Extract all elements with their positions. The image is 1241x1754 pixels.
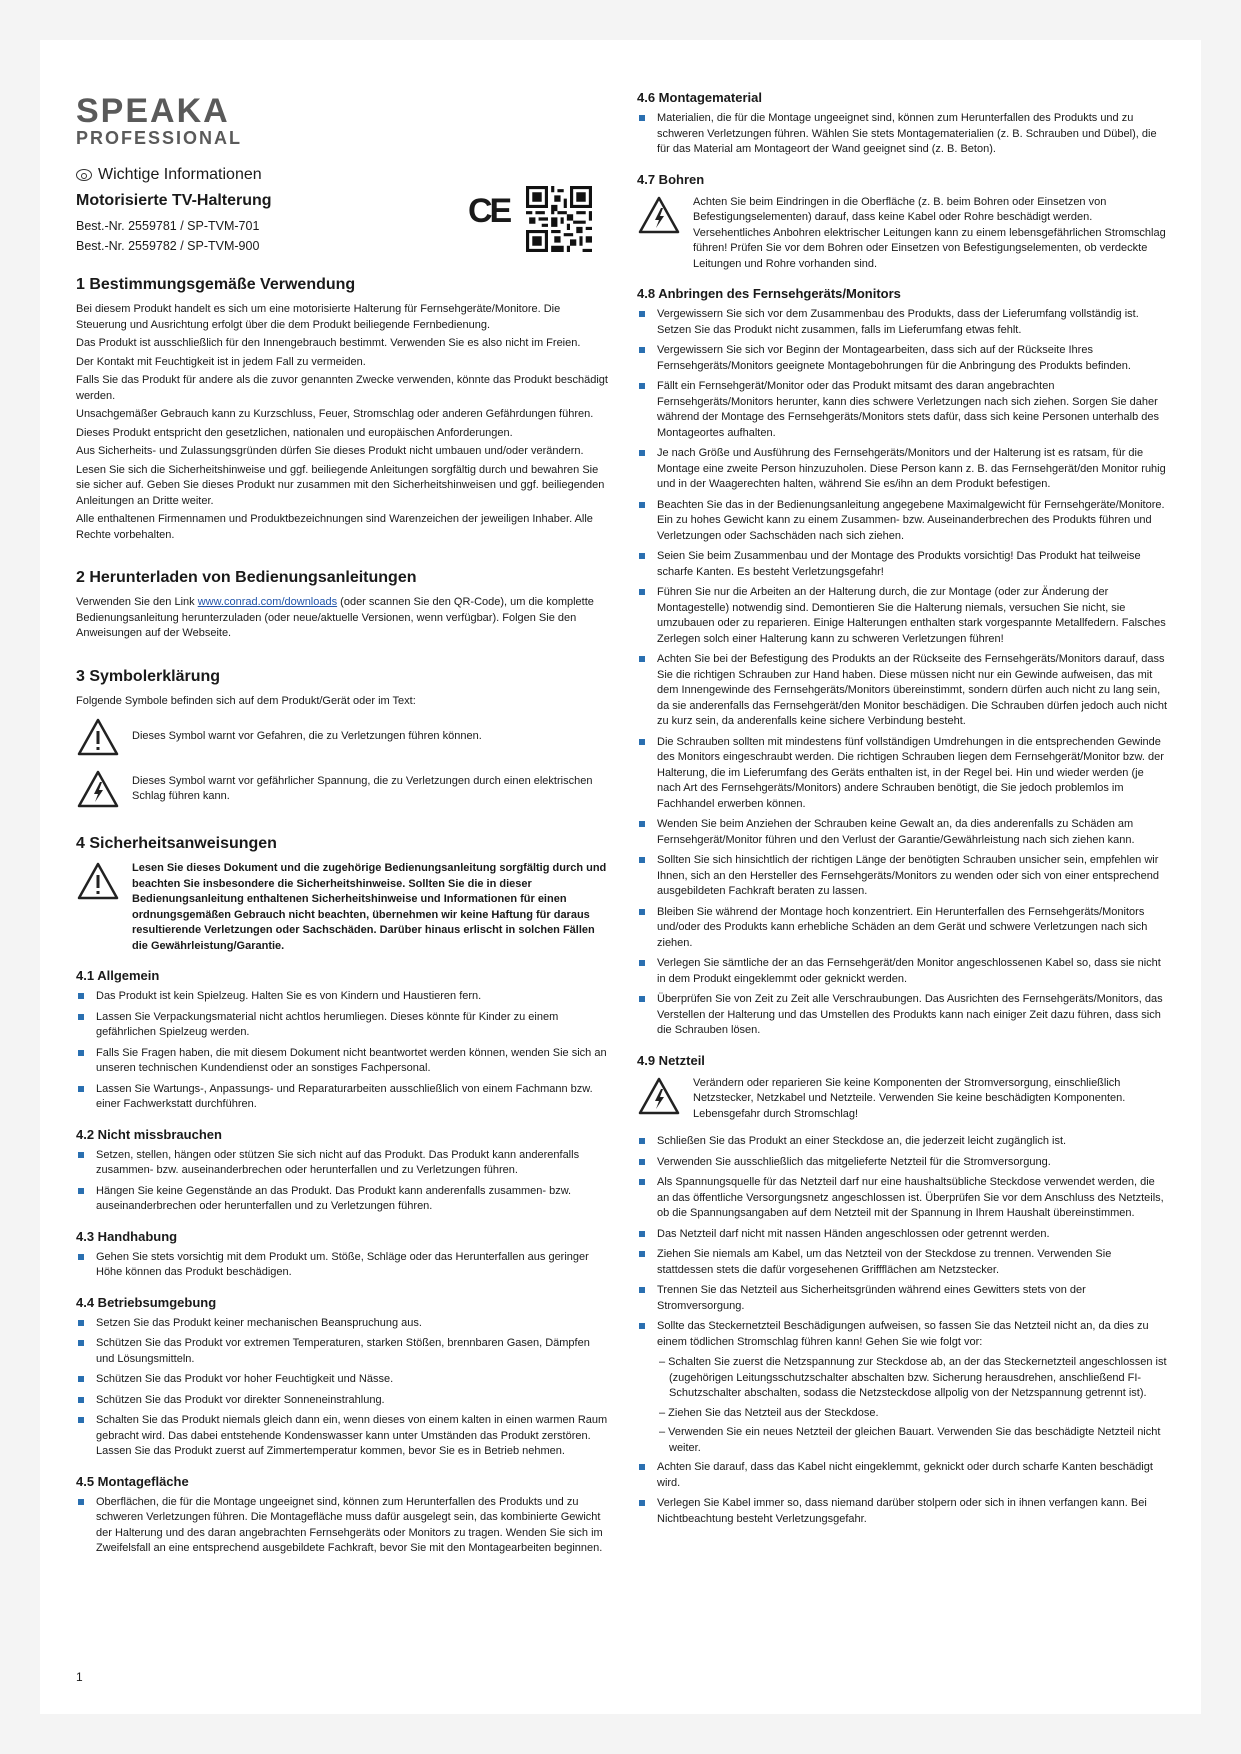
brand-logo — [76, 92, 611, 152]
s44-list — [76, 1316, 611, 1460]
s42-list — [76, 1148, 611, 1215]
brand-logo-bottom: PROFESSIONAL — [76, 128, 243, 148]
s49-subitems — [637, 1355, 1167, 1456]
list-item: Vergewissern Sie sich vor dem Zusammenbau des Produkts, dass der Lieferumfang vollständig ist. Setzen Sie das Produkt nicht zusammen, falls im Lieferumfang etwas fehlt. — [637, 307, 1167, 338]
section-4-title: 4 Sicherheitsanweisungen — [76, 835, 277, 852]
symbol-danger-row — [76, 717, 611, 757]
product-title: Motorisierte TV-Halterung — [76, 192, 272, 209]
list-item: Hängen Sie keine Gegenstände an das Produkt. Das Produkt kann anderenfalls zusammen- bzw. auseinanderbrechen oder herunterfallen und zu Verletzungen führen. — [76, 1184, 611, 1215]
list-item: Achten Sie darauf, dass das Kabel nicht eingeklemmt, geknickt oder durch scharfe Kanten beschädigt wird. — [637, 1460, 1167, 1491]
document-header — [76, 92, 611, 256]
list-item: Das Netzteil darf nicht mit nassen Händen angeschlossen oder getrennt werden. — [637, 1227, 1167, 1243]
section-4-6-title: 4.6 Montagematerial — [637, 90, 762, 105]
list-item: Verwenden Sie ausschließlich das mitgelieferte Netzteil für die Stromversorgung. — [637, 1155, 1167, 1171]
section-4-9-title: 4.9 Netzteil — [637, 1052, 705, 1068]
list-item: Ziehen Sie niemals am Kabel, um das Netzteil von der Steckdose zu trennen. Verwenden Sie stattdessen stets die dafür vorgesehenen Griffflächen am Netzstecker. — [637, 1247, 1167, 1278]
warning-triangle-icon — [76, 861, 120, 901]
section-1-title: 1 Bestimmungsgemäße Verwendung — [76, 276, 356, 293]
s1-para-7: Aus Sicherheits- und Zulassungsgründen dürfen Sie dieses Produkt nicht umbauen und/oder verändern. — [76, 445, 584, 457]
safety-warning-text: Lesen Sie dieses Dokument und die zugehörige Bedienungsanleitung sorgfältig durch und beachten Sie insbesondere die Sicherheitshinweise. Sollten Sie die in dieser Bedienungsanleitung enthaltenen Sicherheitshinweise und Informationen für einen ordnungsgemäßen Gebrauch nicht beachten, übernehmen wir keine Haftung für daraus resultierende Verletzungen oder Sachschäden. Darüber hinaus erlischt in solchen Fällen die Gewährleistung/Garantie. — [132, 862, 607, 952]
s1-para-1: Bei diesem Produkt handelt es sich um eine motorisierte Halterung für Fernsehgeräte/Monitore. Die Steuerung und Ausrichtung erfolgt über die dem Produkt beiliegende Fernbedienung. — [76, 303, 561, 331]
section-4-3-title: 4.3 Handhabung — [76, 1228, 178, 1244]
list-item: Beachten Sie das in der Bedienungsanleitung angegebene Maximalgewicht für Fernsehgeräte/Monitore. Ein zu hohes Gewicht kann zu einem Zusammen- bzw. Auseinanderbrechen des Produkts führen und Verletzungen oder Sachschäden nach sich ziehen. — [637, 498, 1167, 545]
list-item: Trennen Sie das Netzteil aus Sicherheitsgründen während eines Gewitters stets von der Stromversorgung. — [637, 1283, 1167, 1314]
list-item: Je nach Größe und Ausführung des Fernsehgeräts/Monitors und der Halterung ist es ratsam, für die Montage eine zweite Person hinzuzuholen. Diese Person kann z. B. das Fernsehgerät/den Monitor ruhig und in der Waagerechten halten, während Sie es/ihn an dem Produkt befestigen. — [637, 446, 1167, 493]
list-item: Schließen Sie das Produkt an einer Steckdose an, die jederzeit leicht zugänglich ist. — [637, 1134, 1167, 1150]
section-4-7-title: 4.7 Bohren — [637, 171, 705, 187]
section-2-title: 2 Herunterladen von Bedienungsanleitungen — [76, 569, 417, 586]
qr-code[interactable] — [526, 186, 592, 252]
list-item: Gehen Sie stets vorsichtig mit dem Produkt um. Stöße, Schläge oder das Herunterfallen aus geringer Höhe können das Produkt beschädigen. — [76, 1250, 611, 1281]
list-item: Seien Sie beim Zusammenbau und der Montage des Produkts vorsichtig! Das Produkt hat teilweise scharfe Kanten. Es besteht Verletzungsgefahr! — [637, 549, 1167, 580]
s45-list — [76, 1495, 611, 1557]
section-3-title: 3 Symbolerklärung — [76, 667, 221, 685]
s3-intro: Folgende Symbole befinden sich auf dem Produkt/Gerät oder im Text: — [76, 694, 416, 707]
brand-logo-top: SPEAKA — [76, 92, 230, 130]
right-column — [637, 90, 1167, 1532]
left-column — [76, 40, 611, 1562]
high-voltage-triangle-icon — [637, 195, 681, 235]
symbol-danger-text: Dieses Symbol warnt vor Gefahren, die zu Verletzungen führen können. — [132, 730, 482, 743]
document-page — [40, 40, 1201, 1714]
s1-para-5: Unsachgemäßer Gebrauch kann zu Kurzschluss, Feuer, Stromschlag oder anderen Gefährdungen führen. — [76, 408, 594, 420]
s1-para-4: Falls Sie das Produkt für andere als die zuvor genannten Zwecke verwenden, könnte das Produkt beschädigt werden. — [76, 374, 608, 402]
ce-mark: CE — [468, 192, 510, 230]
section-4-4-title: 4.4 Betriebsumgebung — [76, 1294, 217, 1310]
s1-para-9: Alle enthaltenen Firmennamen und Produktbezeichnungen sind Warenzeichen der jeweiligen Inhaber. Alle Rechte vorbehalten. — [76, 513, 593, 541]
list-item: Als Spannungsquelle für das Netzteil darf nur eine haushaltsübliche Steckdose verwendet werden, die an das öffentliche Versorgungsnetz angeschlossen ist. Überprüfen Sie vor dem Anschluss des Netzteils, ob die Spannungsangaben auf dem Netzteil mit der Spannung in Ihrem Haushalt übereinstimmen. — [637, 1175, 1167, 1222]
list-item: Verlegen Sie Kabel immer so, dass niemand darüber stolpern oder sich in ihnen verfangen kann. Bei Nichtbeachtung besteht Verletzungsgefahr. — [637, 1496, 1167, 1527]
list-item: Vergewissern Sie sich vor Beginn der Montagearbeiten, dass sich auf der Rückseite Ihres Fernsehgeräts/Monitors geeignete Montagebohrungen für die Anbringung des Produkts befinden. — [637, 343, 1167, 374]
section-4-1-title: 4.1 Allgemein — [76, 968, 160, 983]
list-item: Falls Sie Fragen haben, die mit diesem Dokument nicht beantwortet werden können, wenden Sie sich an unseren technischen Kundendienst oder an sonstiges Fachpersonal. — [76, 1046, 611, 1077]
list-item: Setzen, stellen, hängen oder stützen Sie sich nicht auf das Produkt. Das Produkt kann anderenfalls zusammen- bzw. auseinanderbrechen oder herunterfallen und zu Verletzungen führen. — [76, 1148, 611, 1179]
high-voltage-triangle-icon — [76, 769, 120, 809]
info-heading-text: Wichtige Informationen — [98, 166, 262, 183]
list-item: Schalten Sie das Produkt niemals gleich dann ein, wenn dieses von einem kalten in einen warmen Raum gebracht wird. Das dabei entstehende Kondenswasser kann unter Umständen das Produkt zerstören. Lassen Sie das Produkt zuerst auf Zimmertemperatur kommen, bevor Sie es in Betrieb nehmen. — [76, 1413, 611, 1460]
section-4-2-title: 4.2 Nicht missbrauchen — [76, 1126, 222, 1142]
warning-triangle-icon — [76, 717, 120, 757]
list-item: Führen Sie nur die Arbeiten an der Halterung durch, die zur Montage (oder zur Änderung der Montagestelle) notwendig sind. Demontieren Sie die Halterung niemals, versuchen Sie nicht, sie umzubauen oder zu reparieren. Einige Halterungen enthalten stark vorgespannte Metallfedern. Falsches Zerlegen solch einer Halterung kann zu schweren Verletzungen führen! — [637, 585, 1167, 647]
page-number: 1 — [76, 1670, 83, 1684]
s43-list — [76, 1250, 611, 1281]
list-item: Schützen Sie das Produkt vor direkter Sonneneinstrahlung. — [76, 1393, 611, 1409]
sub-item: – Ziehen Sie das Netzteil aus der Steckdose. — [659, 1406, 879, 1419]
list-item: Sollte das Steckernetzteil Beschädigungen aufweisen, so fassen Sie das Netzteil nicht an, da dies zu einem tödlichen Stromschlag führen kann! Gehen Sie wie folgt vor: — [637, 1319, 1167, 1350]
drilling-warning-row — [637, 195, 1167, 273]
s41-list — [76, 989, 611, 1113]
symbol-voltage-text: Dieses Symbol warnt vor gefährlicher Spannung, die zu Verletzungen durch einen elektrischen Schlag führen kann. — [132, 774, 593, 802]
list-item: Wenden Sie beim Anziehen der Schrauben keine Gewalt an, da dies anderenfalls zu Schäden am Fernsehgerät/Monitor führen und den Verlust der Garantie/Gewährleistung nach sich ziehen kann. — [637, 817, 1167, 848]
s2-text-pre: Verwenden Sie den Link — [76, 596, 198, 608]
list-item: Setzen Sie das Produkt keiner mechanischen Beanspruchung aus. — [76, 1316, 611, 1332]
list-item: Materialien, die für die Montage ungeeignet sind, können zum Herunterfallen des Produkts und zu schweren Verletzungen führen. Wählen Sie stets Montagematerialien (z. B. Schrauben und Dübel), die für das Material am Montageort der Wand geeignet sind (z. B. Beton). — [637, 111, 1167, 158]
s1-para-3: Der Kontakt mit Feuchtigkeit ist in jedem Fall zu vermeiden. — [76, 355, 366, 368]
list-item: Schützen Sie das Produkt vor extremen Temperaturen, starken Stößen, brennbaren Gasen, Dämpfen und Lösungsmitteln. — [76, 1336, 611, 1367]
s1-para-2: Das Produkt ist ausschließlich für den Innengebrauch bestimmt. Verwenden Sie es also nicht im Freien. — [76, 337, 581, 349]
list-item: Bleiben Sie während der Montage hoch konzentriert. Ein Herunterfallen des Fernsehgeräts/Monitors und/oder des Produkts kann erhebliche Schäden an dem Gerät und schwere Verletzungen nach sich ziehen. — [637, 905, 1167, 952]
list-item: Die Schrauben sollten mit mindestens fünf vollständigen Umdrehungen in die entsprechenden Gewinde des Monitors eingeschraubt werden. Die richtigen Schrauben liegen dem Fernsehgerät/Monitor bzw. der Halterung, die im Lieferumfang des Geräts enthalten ist, in der Regel bei. Hin und wieder werden (je nach Art des Fernsehgeräts/Monitors) andere Schrauben benötigt, die Sie jedoch problemlos im Fachhandel erwerben können. — [637, 735, 1167, 813]
s2-text-post: (oder scannen Sie den QR-Code), um die komplette Bedienungsanleitung herunterzuladen (oder neue/aktuelle Versionen, wenn verfügbar). Folgen Sie den Anweisungen auf der Webseite. — [76, 596, 594, 639]
list-item: Überprüfen Sie von Zeit zu Zeit alle Verschraubungen. Das Ausrichten des Fernsehgeräts/Monitors, das Verstellen der Halterung und das Umstellen des Produkts kann nach einiger Zeit dazu führen, dass sich die Schrauben lösen. — [637, 992, 1167, 1039]
list-item: Verlegen Sie sämtliche der an das Fernsehgerät/den Monitor angeschlossenen Kabel so, dass sie nicht in dem Produkt eingeklemmt oder geknickt werden. — [637, 956, 1167, 987]
s49-list-after — [637, 1460, 1167, 1527]
power-warning-text: Verändern oder reparieren Sie keine Komponenten der Stromversorgung, einschließlich Netzstecker, Netzkabel und Netzteile. Verwenden Sie keine beschädigten Komponenten. Lebensgefahr durch Stromschlag! — [693, 1076, 1126, 1120]
symbol-voltage-row — [76, 769, 611, 809]
list-item: Fällt ein Fernsehgerät/Monitor oder das Produkt mitsamt des daran angebrachten Fernsehgeräts/Monitors herunter, kann dies schwere Verletzungen nach sich ziehen. Sorgen Sie daher während der Montage des Fernsehgeräts/Monitors stets dafür, dass sich keine Personen unterhalb des Montageortes aufhalten. — [637, 379, 1167, 441]
safety-warning-row — [76, 861, 611, 954]
info-heading — [76, 166, 611, 184]
list-item: Sollten Sie sich hinsichtlich der richtigen Länge der benötigten Schrauben unsicher sein, empfehlen wir Ihnen, sich an den Hersteller des Fernsehgeräts/Monitors zu wenden oder sich von einer entsprechend ausgebildeten Fachkraft beraten zu lassen. — [637, 853, 1167, 900]
section-4-5-title: 4.5 Montagefläche — [76, 1473, 189, 1489]
order-number-1: Best.-Nr. 2559781 / SP-TVM-701 — [76, 219, 260, 233]
s48-list — [637, 307, 1167, 1039]
order-number-2: Best.-Nr. 2559782 / SP-TVM-900 — [76, 239, 260, 253]
list-item: Achten Sie bei der Befestigung des Produkts an der Rückseite des Fernsehgeräts/Monitors darauf, dass Sie die richtigen Schrauben zur Hand haben. Diese müssen nicht nur ein Gewinde aufweisen, das mit dem Innengewinde des Fernsehgeräts/Monitors übereinstimmt, sondern dürfen auch nicht zu lang sein, da sie anderenfalls das Fernsehgerät/den Monitor beschädigen. Die Schrauben dürfen jedoch auch nicht zu kurz sein, da anderenfalls keine sichere Verbindung besteht. — [637, 652, 1167, 730]
downloads-link[interactable]: www.conrad.com/downloads — [197, 596, 338, 608]
list-item: Lassen Sie Verpackungsmaterial nicht achtlos herumliegen. Dieses könnte für Kinder zu einem gefährlichen Spielzeug werden. — [76, 1010, 611, 1041]
s1-para-8: Lesen Sie sich die Sicherheitshinweise und ggf. beiliegende Anleitungen sorgfältig durch und bewahren Sie sie sicher auf. Geben Sie dieses Produkt nur zusammen mit den Sicherheitshinweisen und ggf. beiliegenden Anleitungen an Dritte weiter. — [76, 463, 605, 507]
section-4-8-title: 4.8 Anbringen des Fernsehgeräts/Monitors — [637, 286, 901, 301]
s2-para — [76, 595, 611, 642]
s49-list — [637, 1134, 1167, 1350]
power-warning-row — [637, 1076, 1167, 1123]
list-item: Lassen Sie Wartungs-, Anpassungs- und Reparaturarbeiten ausschließlich von einem Fachmann bzw. einer Fachwerkstatt durchführen. — [76, 1082, 611, 1113]
drilling-warning-text: Achten Sie beim Eindringen in die Oberfläche (z. B. beim Bohren oder Einsetzen von Befestigungselementen) darauf, dass keine Kabel oder Rohre beschädigt werden. Versehentliches Anbohren elektrischer Leitungen kann zu einem lebensgefährlichen Stromschlag führen! Prüfen Sie vor dem Bohren oder Einsetzen von Befestigungselementen, ob verdeckte Leitungen und Rohre vorhanden sind. — [693, 195, 1166, 270]
sub-item: – Verwenden Sie ein neues Netzteil der gleichen Bauart. Verwenden Sie das beschädigte Netzteil nicht weiter. — [659, 1426, 1161, 1454]
s46-list — [637, 111, 1167, 158]
list-item: Das Produkt ist kein Spielzeug. Halten Sie es von Kindern und Haustieren fern. — [76, 989, 611, 1005]
high-voltage-triangle-icon — [637, 1076, 681, 1116]
section-1-body — [76, 302, 611, 543]
list-item: Oberflächen, die für die Montage ungeeignet sind, können zum Herunterfallen des Produkts und zu schweren Verletzungen führen. Die Montagefläche muss dafür ausgelegt sein, das kombinierte Gewicht der Halterung und des daran angebrachten Fernsehgeräts oder Monitors zu tragen. Wenden Sie sich im Zweifelsfall an eine entsprechend ausgebildete Fachkraft, bevor Sie mit den Montagearbeiten beginnen. — [76, 1495, 611, 1557]
eye-info-icon — [76, 169, 92, 181]
s1-para-6: Dieses Produkt entspricht den gesetzlichen, nationalen und europäischen Anforderungen. — [76, 426, 513, 439]
sub-item: – Schalten Sie zuerst die Netzspannung zur Steckdose ab, an der das Steckernetzteil angeschlossen ist (zugehörigen Leitungsschutzschalter abschalten bzw. Sicherung herausdrehen, anschließend FI-Schutzschalter abschalten, sodass die Netzsteckdose allpolig von der Netzspannung getrennt ist). — [659, 1356, 1167, 1399]
list-item: Schützen Sie das Produkt vor hoher Feuchtigkeit und Nässe. — [76, 1372, 611, 1388]
